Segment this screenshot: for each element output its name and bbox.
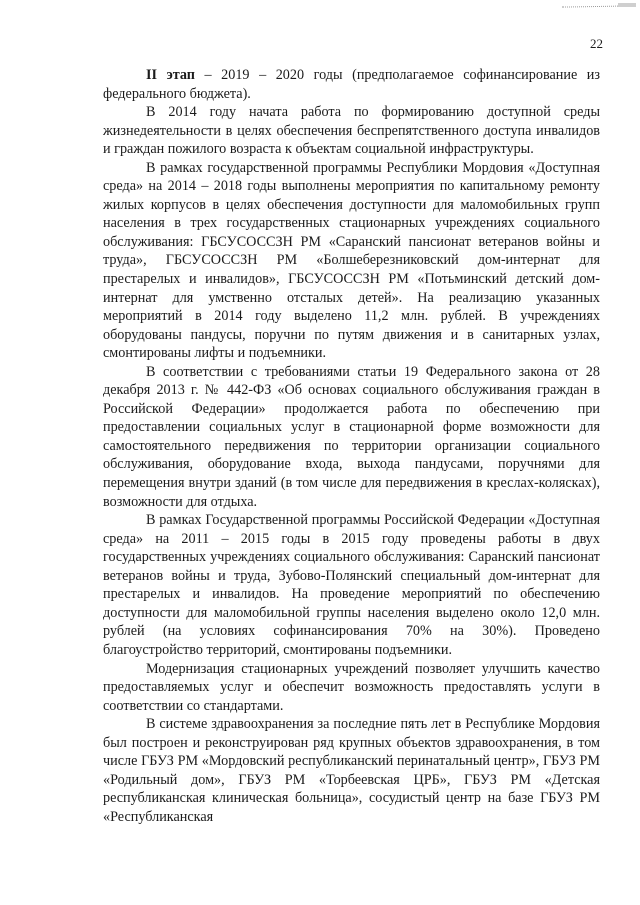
stage-label: II этап [146,67,195,83]
paragraph: В соответствии с требованиями статьи 19 Федерального закона от 28 декабря 2013 г. № 442-ФЗ «Об основах социального обслуживания граждан в Российской Федерации» продолжается работа по обеспечению при предоставлении социальных услуг в стационарной форме возможности для самостоятельного передвижения по территории организации социального обслуживания, оборудование входа, выхода пандусами, поручнями для перемещения внутри зданий (в том числе для передвижения в креслах-колясках), возможности для отдыха. [103,363,600,510]
paragraph-text: – 2019 – 2020 годы (предполагаемое софинансирование из федерального бюджета). [103,67,600,102]
page-number: 22 [590,36,603,51]
paragraph: В системе здравоохранения за последние пять лет в Республике Мордовия был построен и реконструирован ряд крупных объектов здравоохранения, в том числе ГБУЗ РМ «Мордовский республиканский перинатальный центр», ГБУЗ РМ «Родильный дом», ГБУЗ РМ «Торбеевская ЦРБ», ГБУЗ РМ «Детская республиканская клиническая больница», сосудистый центр на базе ГБУЗ РМ «Республиканская [103,716,600,825]
document-body [103,66,600,826]
paragraph: Модернизация стационарных учреждений позволяет улучшить качество предоставляемых услуг и обеспечит возможность предоставлять услуги в соответствии со стандартами. [103,660,600,714]
paragraph-stage-two [103,66,600,103]
paragraph: В 2014 году начата работа по формированию доступной среды жизнедеятельности в целях обеспечения беспрепятственного доступа инвалидов и граждан пожилого возраста к объектам социальной инфраструктуры. [103,104,600,158]
scan-artifact-mark [618,3,636,7]
paragraph: В рамках государственной программы Республики Мордовия «Доступная среда» на 2014 – 2018 годы выполнены мероприятия по капитальному ремонту жилых корпусов в целях обеспечения доступности для маломобильных групп населения в трех государственных стационарных учреждениях социального обслуживания: ГБСУСОССЗН РМ «Саранский пансионат ветеранов войны и труда», ГБСУСОССЗН РМ «Болшеберезниковский дом-интернат для престарелых и инвалидов», ГБСУСОССЗН РМ «Потьминский детский дом-интернат для умственно отсталых детей». На реализацию указанных мероприятий в 2014 году выделено 11,2 млн. рублей. В учреждениях оборудованы пандусы, поручни по путям движения и в санитарных узлах, смонтированы лифты и подъемники. [103,159,600,362]
paragraph: В рамках Государственной программы Российской Федерации «Доступная среда» на 2011 – 2015 годы в 2015 году проведены работы в двух государственных учреждениях социального обслуживания: Саранский пансионат ветеранов войны и труда, Зубово-Полянский специальный дом-интернат для престарелых и инвалидов. На проведение мероприятий по обеспечению доступности для маломобильной группы населения выделено около 12,0 млн. рублей (на условиях софинансирования 70% на 30%). Проведено благоустройство территорий, смонтированы подъемники. [103,512,600,658]
